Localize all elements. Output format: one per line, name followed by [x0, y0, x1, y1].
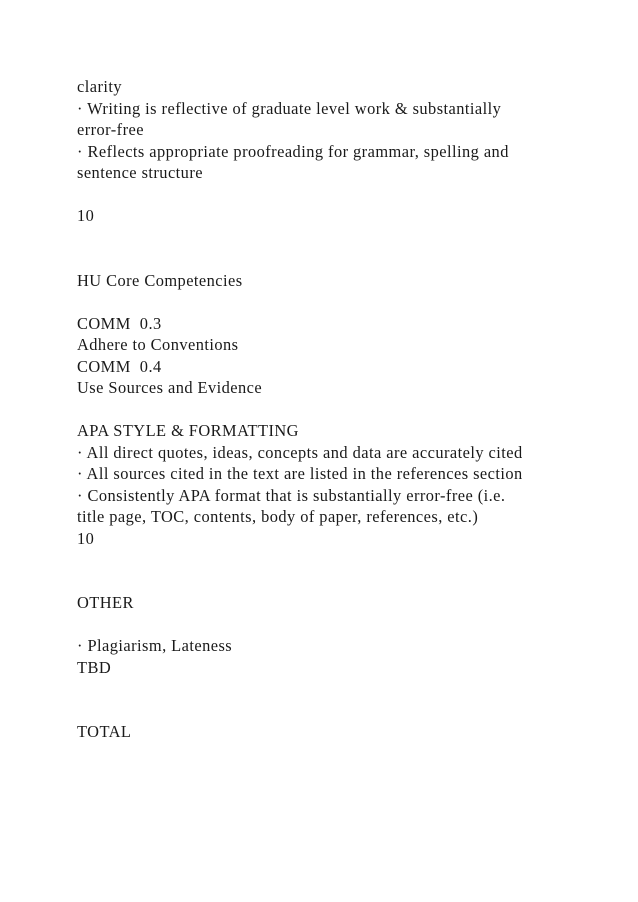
score-other: TBD — [77, 657, 112, 677]
text-line-error-free: error-free — [77, 120, 144, 139]
score-apa: 10 — [77, 528, 95, 548]
blank-line — [77, 399, 622, 421]
text-line-sentence-structure: sentence structure — [77, 163, 203, 182]
section-heading-total: TOTAL — [77, 722, 132, 741]
blank-line — [77, 227, 622, 249]
text-line-clarity: clarity — [77, 77, 123, 96]
section-heading-other: OTHER — [77, 593, 134, 612]
text-line-apa-format-cont: title page, TOC, contents, body of paper, references, etc.) — [77, 507, 479, 526]
blank-line — [77, 678, 622, 700]
bullet-references: · All sources cited in the text are listed in the references section — [77, 464, 523, 483]
bullet-proofreading: · Reflects appropriate proofreading for grammar, spelling and — [77, 141, 509, 161]
bullet-plagiarism: · Plagiarism, Lateness — [77, 636, 233, 655]
document-body — [77, 76, 622, 743]
blank-line — [77, 549, 622, 571]
blank-line — [77, 291, 622, 313]
section-heading-apa: APA STYLE & FORMATTING — [77, 421, 299, 440]
blank-line — [77, 184, 622, 206]
section-heading-hu-core: HU Core Competencies — [77, 270, 243, 290]
competency-code-comm-03: COMM 0.3 — [77, 313, 162, 333]
competency-label-conventions: Adhere to Conventions — [77, 335, 239, 354]
blank-line — [77, 248, 622, 270]
competency-code-comm-04: COMM 0.4 — [77, 356, 162, 376]
bullet-citations: · All direct quotes, ideas, concepts and data are accurately cited — [77, 442, 523, 462]
blank-line — [77, 571, 622, 593]
blank-line — [77, 700, 622, 722]
bullet-writing-quality: · Writing is reflective of graduate level work & substantially — [77, 98, 502, 118]
blank-line — [77, 614, 622, 636]
score-writing: 10 — [77, 206, 95, 225]
competency-label-sources: Use Sources and Evidence — [77, 378, 263, 397]
bullet-apa-format: · Consistently APA format that is substantially error-free (i.e. — [77, 485, 506, 505]
